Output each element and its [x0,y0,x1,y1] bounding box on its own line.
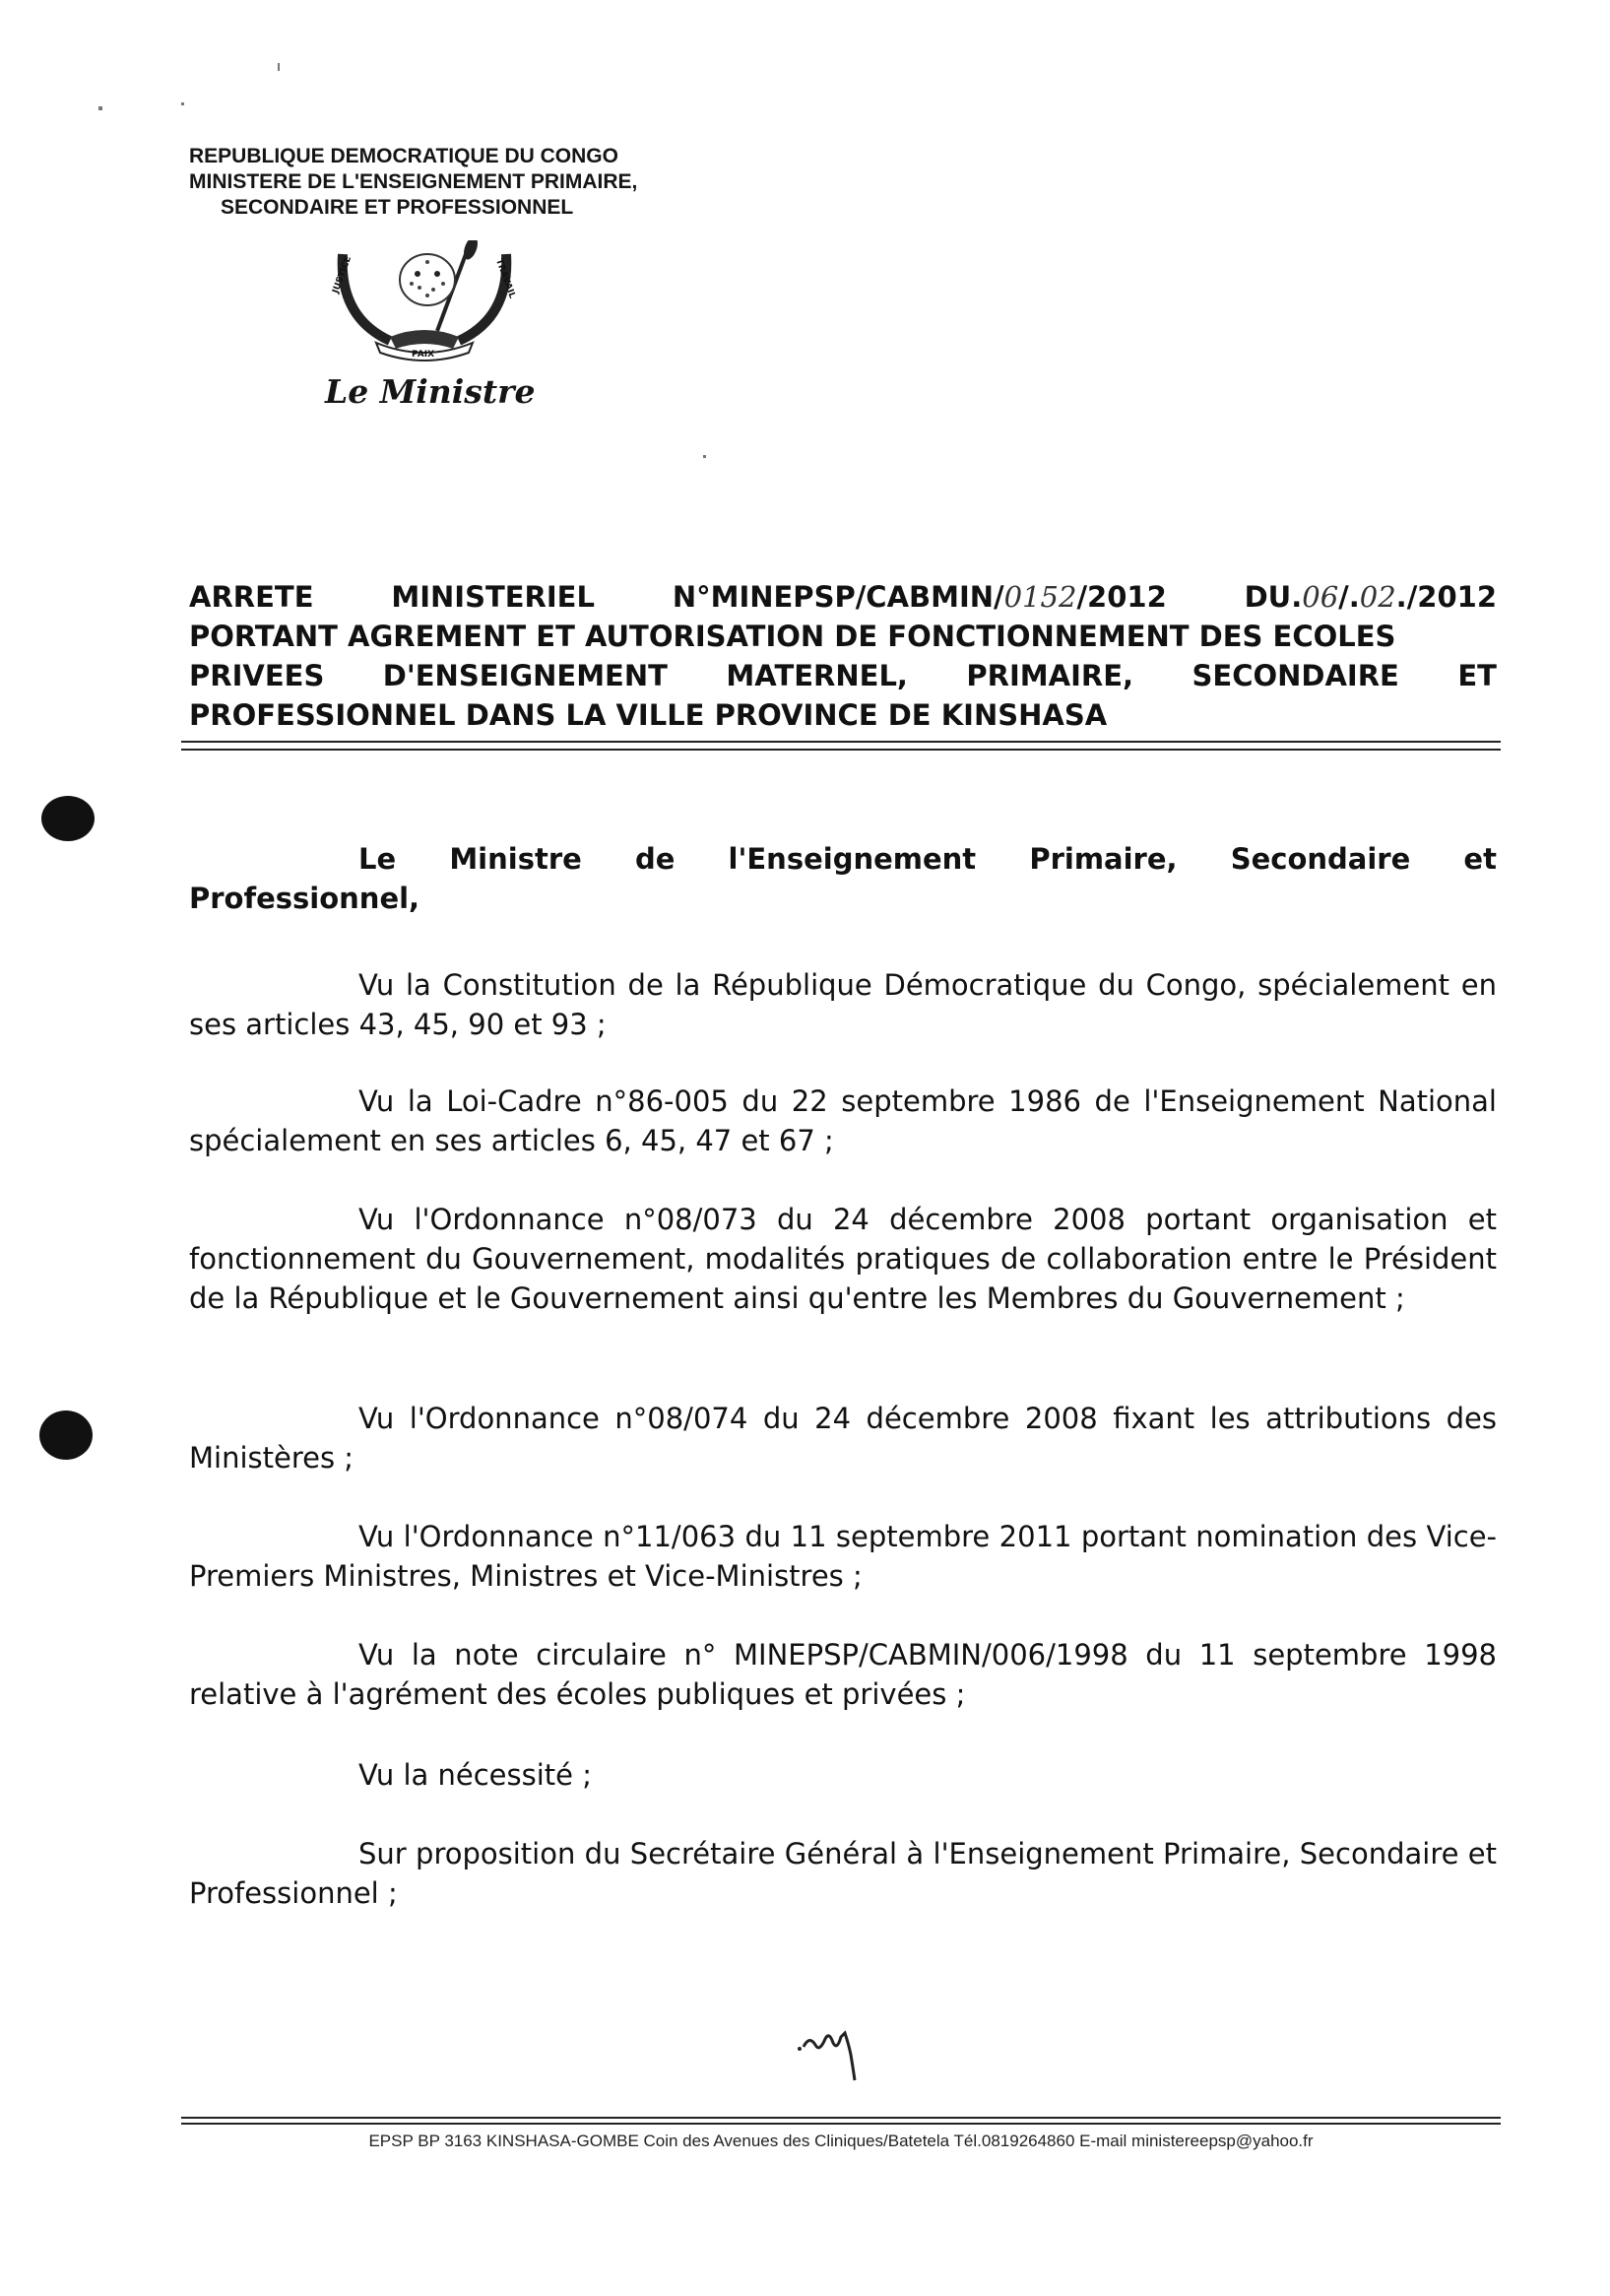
scan-speck [278,63,280,71]
title-underline [181,741,1501,751]
scan-speck [703,455,706,458]
consideration-ordonnance-11-063: Vu l'Ordonnance n°11/063 du 11 septembre 2011 portant nomination des Vice-Premiers Ministres, Ministres et Vice-Ministres ; [189,1520,1497,1593]
header-ministry-cont: SECONDAIRE ET PROFESSIONNEL [221,196,574,219]
consideration-proposition: Sur proposition du Secrétaire Général à l'Enseignement Primaire, Secondaire et Professionnel ; [189,1837,1497,1910]
signature-title: Le Ministre [325,372,536,411]
title-line-1 [189,577,1497,617]
handwritten-number: 0152 [1003,580,1077,614]
title-line-4: PROFESSIONNEL DANS LA VILLE PROVINCE DE KINSHASA [189,698,1108,732]
footer-rule [181,2117,1501,2125]
punch-hole [41,796,95,841]
header-country: REPUBLIQUE DEMOCRATIQUE DU CONGO [189,145,618,167]
coat-of-arms-seal [321,240,528,368]
decree-date: DU.06/.02./2012 [1244,580,1497,614]
decree-number: N°MINEPSP/CABMIN/0152/2012 [672,580,1167,614]
title-word: ARRETE [189,580,314,614]
seal-motto-paix: PAIX [412,350,435,360]
seal-motto-justice: JUSTICE [331,254,354,295]
consideration-constitution: Vu la Constitution de la République Démocratique du Congo, spécialement en ses articles 43, 45, 90 et 93 ; [189,968,1497,1041]
title-line-2: PORTANT AGREMENT ET AUTORISATION DE FONCTIONNEMENT DES ECOLES [189,620,1396,653]
title-word: MINISTERIEL [391,580,595,614]
title-line-3: PRIVEES D'ENSEIGNEMENT MATERNEL, PRIMAIRE, SECONDAIRE ET [189,659,1497,692]
consideration-loi-cadre: Vu la Loi-Cadre n°86-005 du 22 septembre 1986 de l'Enseignement National spécialement en ses articles 6, 45, 47 et 67 ; [189,1084,1497,1157]
handwritten-month: 02 [1359,580,1396,614]
decree-title [189,577,1497,735]
handwritten-day: 06 [1302,580,1339,614]
consideration-ordonnance-08-074: Vu l'Ordonnance n°08/074 du 24 décembre 2008 fixant les attributions des Ministères ; [189,1402,1497,1475]
consideration-ordonnance-08-073: Vu l'Ordonnance n°08/073 du 24 décembre 2008 portant organisation et fonctionnement du Gouvernement, modalités pratiques de collaboration entre le Président de la République et le Gouvernement ainsi qu'entre les Membres du Gouvernement ; [189,1203,1497,1315]
consideration-necessite: Vu la nécessité ; [358,1758,592,1792]
consideration-note-circulaire: Vu la note circulaire n° MINEPSP/CABMIN/006/1998 du 11 septembre 1998 relative à l'agrément des écoles publiques et privées ; [189,1638,1497,1711]
header-ministry: MINISTERE DE L'ENSEIGNEMENT PRIMAIRE, [189,170,638,193]
initials-paraphe [796,2015,884,2084]
scan-speck [98,106,102,110]
punch-hole [39,1410,93,1460]
seal-motto-travail: TRAVAIL [493,257,517,300]
minister-intro: Le Ministre de l'Enseignement Primaire, Secondaire et Professionnel, [189,842,1497,915]
scan-speck [181,102,184,105]
footer-address: EPSP BP 3163 KINSHASA-GOMBE Coin des Avenues des Cliniques/Batetela Tél.0819264860 E-mail ministereepsp@yahoo.fr [368,2132,1314,2150]
